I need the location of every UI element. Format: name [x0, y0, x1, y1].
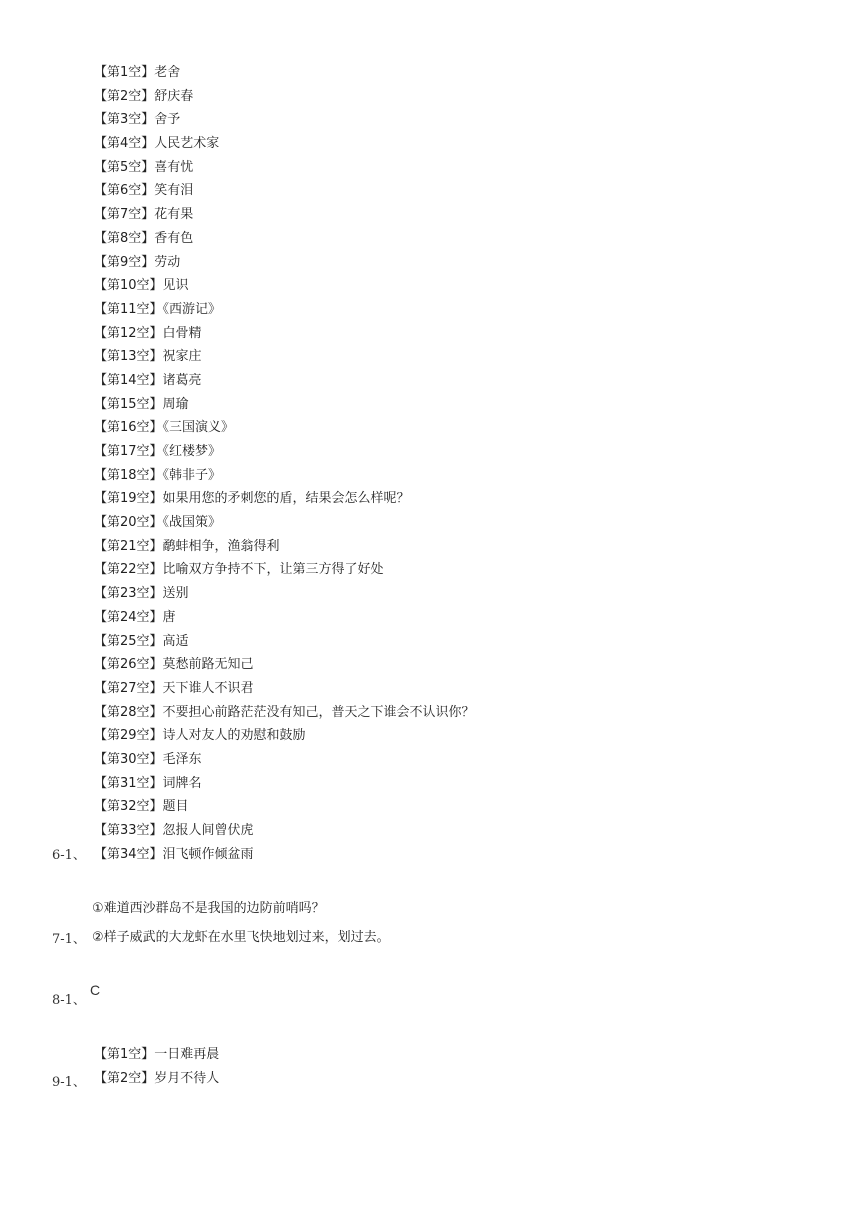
q6-blank-list: [94, 61, 475, 866]
q6-blank-item: 【第13空】祝家庄: [94, 349, 202, 365]
q6-blank-item: 【第16空】《三国演义》: [94, 420, 235, 436]
q6-blank-item: 【第32空】题目: [94, 799, 189, 815]
q6-blank-item: 【第23空】送别: [94, 586, 189, 602]
q6-number: 6-1、: [52, 848, 86, 863]
q6-blank-item: 【第11空】《西游记》: [94, 301, 222, 317]
q6-blank-item: 【第3空】舍予: [94, 112, 181, 128]
q6-blank-item: 【第14空】诸葛亮: [94, 372, 202, 388]
q7-number: 7-1、: [52, 932, 86, 947]
q6-blank-item: 【第4空】人民艺术家: [94, 136, 220, 152]
q8-number: 8-1、: [52, 993, 86, 1008]
q6-blank-item: 【第20空】《战国策》: [94, 515, 222, 531]
q8-answer: C: [90, 982, 101, 998]
q6-blank-item: 【第2空】舒庆春: [94, 88, 194, 104]
q6-blank-item: 【第33空】忽报人间曾伏虎: [94, 823, 254, 838]
q6-blank-item: 【第24空】唐: [94, 609, 176, 625]
q9-blank-1: 【第1空】一日难再晨: [94, 1047, 220, 1062]
q6-blank-item: 【第5空】喜有忧: [94, 159, 194, 175]
q6-blank-item: 【第29空】诗人对友人的劝慰和鼓励: [94, 728, 306, 744]
q6-blank-item: 【第26空】莫愁前路无知己: [94, 657, 254, 673]
q6-blank-item: 【第31空】词牌名: [94, 775, 202, 791]
q7-answer-line-1: ①难道西沙群岛不是我国的边防前哨吗？: [92, 901, 325, 916]
q6-blank-item: 【第1空】老舍: [94, 65, 181, 80]
q6-blank-item: 【第9空】劳动: [94, 254, 181, 270]
q6-blank-item: 【第27空】天下谁人不识君: [94, 680, 254, 696]
q7-answer-line-2: ②样子威武的大龙虾在水里飞快地划过来，划过去。: [92, 930, 390, 945]
q6-blank-item: 【第12空】白骨精: [94, 325, 202, 341]
q6-blank-item: 【第19空】如果用您的矛刺您的盾，结果会怎么样呢？: [94, 491, 410, 507]
q6-blank-item: 【第18空】《韩非子》: [94, 467, 222, 483]
q6-blank-item: 【第30空】毛泽东: [94, 751, 202, 767]
q6-blank-item: 【第17空】《红楼梦》: [94, 444, 222, 459]
q9-number: 9-1、: [52, 1075, 86, 1090]
q6-blank-item: 【第7空】花有果: [94, 207, 194, 223]
q6-blank-item: 【第8空】香有色: [94, 230, 194, 246]
q6-blank-item: 【第21空】鹬蚌相争，渔翁得利: [94, 538, 280, 554]
q6-blank-item: 【第22空】比喻双方争持不下，让第三方得了好处: [94, 562, 384, 578]
q6-blank-item: 【第28空】不要担心前路茫茫没有知己，普天之下谁会不认识你？: [94, 704, 475, 720]
q9-blank-2: 【第2空】岁月不待人: [94, 1071, 220, 1086]
q6-blank-item: 【第10空】见识: [94, 278, 189, 294]
q6-blank-item: 【第6空】笑有泪: [94, 183, 194, 199]
q6-blank-item: 【第34空】泪飞顿作倾盆雨: [94, 846, 254, 862]
q6-blank-item: 【第25空】高适: [94, 633, 189, 649]
q6-blank-item: 【第15空】周瑜: [94, 396, 189, 412]
